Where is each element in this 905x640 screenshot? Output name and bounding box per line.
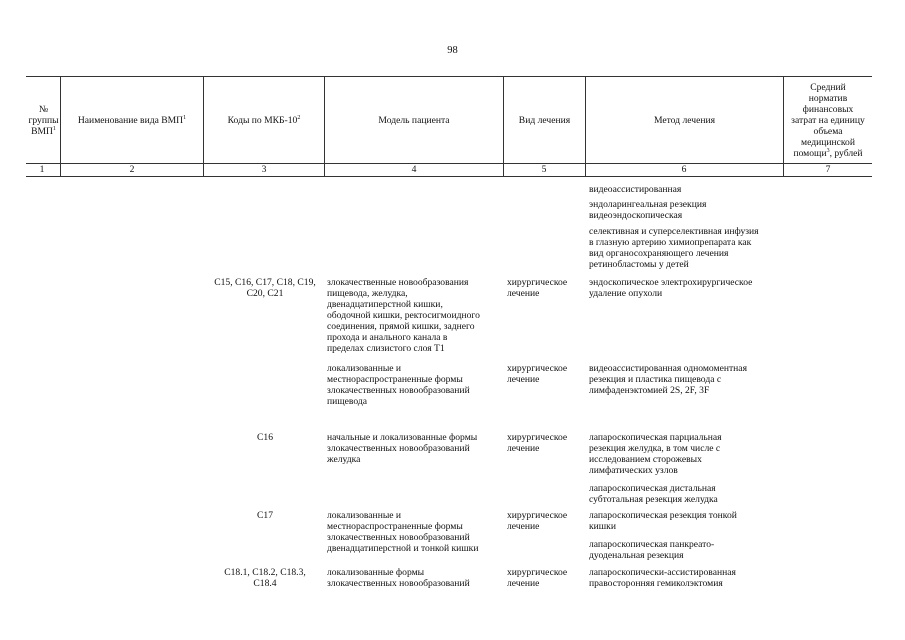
header-patient-model-text: Модель пациента — [378, 114, 450, 126]
treatment-line: хирургическое — [507, 363, 568, 374]
method-cell — [589, 539, 784, 561]
method-line: субтотальная резекция желудка — [589, 494, 718, 505]
model-line: злокачественные новообразования — [327, 277, 469, 288]
method-line: лимфаденэктомией 2S, 2F, 3F — [589, 385, 710, 396]
model-line: злокачественных новообразований — [327, 532, 470, 543]
method-line: видеоассистированная — [589, 184, 682, 195]
method-line: лапароскопически-ассистированная — [589, 567, 736, 578]
method-line: кишки — [589, 521, 616, 532]
method-cell — [589, 483, 784, 505]
header-mkb-codes-text: Коды по МКБ-10 — [227, 114, 298, 126]
model-line: начальные и локализованные формы — [327, 432, 478, 443]
model-line: локализованные и — [327, 363, 402, 374]
treatment-type-cell — [507, 432, 587, 454]
header-vmp-name-text: Наименование вида ВМП — [77, 114, 184, 126]
treatment-line: хирургическое — [507, 510, 568, 521]
method-line: резекция желудка, в том числе с — [589, 443, 721, 454]
method-cell — [589, 184, 784, 195]
method-line: видеоэндоскопическая — [589, 210, 683, 221]
header-cost-line-6: медицинской — [801, 136, 855, 148]
column-number-5: 5 — [541, 164, 547, 175]
column-numbers-bottom-border — [26, 176, 872, 177]
model-line: двенадцатиперстной и тонкой кишки — [327, 543, 479, 554]
treatment-type-cell — [507, 277, 587, 299]
header-cost-line-7b: , рублей — [829, 147, 863, 159]
model-line: пищевода, желудка, — [327, 288, 408, 299]
treatment-line: хирургическое — [507, 567, 568, 578]
model-line: местнораспространенные формы — [327, 521, 463, 532]
footnote-1-mark: 1 — [52, 125, 56, 132]
patient-model-cell — [327, 432, 503, 465]
header-treatment-type — [504, 77, 585, 163]
codes-line: C15, C16, C17, C18, C19, — [214, 277, 316, 288]
method-line: лапароскопическая дистальная — [589, 483, 716, 494]
method-line: правосторонняя гемиколэктомия — [589, 578, 723, 589]
header-cost-standard — [784, 77, 872, 163]
model-line: прохода и анального канала в — [327, 332, 448, 343]
column-number-7: 7 — [825, 164, 831, 175]
method-line: лапароскопическая панкреато- — [589, 539, 715, 550]
method-line: лапароскопическая резекция тонкой — [589, 510, 737, 521]
patient-model-cell — [327, 510, 503, 554]
header-cost-line-3: финансовых — [802, 103, 854, 115]
method-line: видеоассистированная одномоментная — [589, 363, 747, 374]
treatment-type-cell — [507, 363, 587, 385]
codes-line: C18.4 — [253, 578, 277, 589]
model-line: местнораспространенные формы — [327, 374, 463, 385]
model-line: двенадцатиперстной кишки, — [327, 299, 443, 310]
model-line: соединения, прямой кишки, заднего — [327, 321, 475, 332]
mkb-codes-cell — [205, 510, 325, 521]
method-cell — [589, 363, 784, 396]
method-line: резекция и пластика пищевода с — [589, 374, 722, 385]
method-cell — [589, 432, 784, 476]
header-cost-line-1: Средний — [810, 81, 846, 93]
mkb-codes-cell — [205, 432, 325, 443]
mkb-codes-cell — [205, 567, 325, 589]
header-cost-line-7a: помощи — [793, 147, 827, 159]
codes-line: C18.1, C18.2, C18.3, — [224, 567, 306, 578]
header-group-number-line1: № — [38, 103, 49, 115]
treatment-type-cell — [507, 510, 587, 532]
patient-model-cell — [327, 277, 503, 354]
model-line: ободочной кишки, ректосигмоидного — [327, 310, 480, 321]
treatment-line: лечение — [507, 578, 540, 589]
method-line: дуоденальная резекция — [589, 550, 684, 561]
model-line: желудка — [327, 454, 361, 465]
method-line: удаление опухоли — [589, 288, 663, 299]
method-line: селективная и суперселективная инфузия — [589, 226, 759, 237]
model-line: пищевода — [327, 396, 368, 407]
codes-line: C20, C21 — [246, 288, 284, 299]
codes-line: C17 — [257, 510, 273, 521]
footnote-3-mark: 3 — [826, 147, 830, 154]
header-group-number — [27, 77, 60, 163]
model-line: локализованные и — [327, 510, 402, 521]
method-line: исследованием сторожевых — [589, 454, 702, 465]
treatment-line: лечение — [507, 288, 540, 299]
footnote-1-mark: 1 — [183, 114, 187, 121]
column-number-3: 3 — [261, 164, 267, 175]
treatment-type-cell — [507, 567, 587, 589]
method-line: ретинобластомы у детей — [589, 259, 689, 270]
patient-model-cell — [327, 363, 503, 407]
treatment-line: лечение — [507, 521, 540, 532]
model-line: злокачественных новообразований — [327, 578, 470, 589]
header-mkb-codes — [204, 77, 324, 163]
codes-line: C16 — [257, 432, 273, 443]
method-cell — [589, 277, 784, 299]
header-cost-line-2: норматив — [808, 92, 848, 104]
model-line: локализованные формы — [327, 567, 425, 578]
method-line: в глазную артерию химиопрепарата как — [589, 237, 752, 248]
header-cost-line-5: объема — [813, 125, 843, 137]
method-line: эндоларингеальная резекция — [589, 199, 707, 210]
method-line: вид органосохраняющего лечения — [589, 248, 729, 259]
header-vmp-name — [61, 77, 203, 163]
column-number-2: 2 — [129, 164, 135, 175]
method-line: лимфатических узлов — [589, 465, 678, 476]
header-group-number-line2: группы — [28, 114, 59, 126]
column-number-4: 4 — [411, 164, 417, 175]
column-number-1: 1 — [39, 164, 45, 175]
treatment-line: хирургическое — [507, 432, 568, 443]
model-line: пределах слизистого слоя T1 — [327, 343, 445, 354]
header-treatment-method-text: Метод лечения — [653, 114, 716, 126]
treatment-line: хирургическое — [507, 277, 568, 288]
header-patient-model — [325, 77, 503, 163]
treatment-line: лечение — [507, 443, 540, 454]
method-cell — [589, 510, 784, 532]
method-line: лапароскопическая парциальная — [589, 432, 722, 443]
header-bottom-border — [26, 163, 872, 164]
mkb-codes-cell — [205, 277, 325, 299]
footnote-2-mark: 2 — [297, 114, 301, 121]
header-group-number-line3: ВМП — [31, 125, 53, 137]
page-number: 98 — [447, 45, 458, 56]
header-cost-line-4: затрат на единицу — [791, 114, 865, 126]
method-cell — [589, 567, 784, 589]
column-number-6: 6 — [681, 164, 687, 175]
treatment-line: лечение — [507, 374, 540, 385]
model-line: злокачественных новообразований — [327, 385, 470, 396]
method-cell — [589, 199, 784, 221]
method-line: эндоскопическое электрохирургическое — [589, 277, 753, 288]
patient-model-cell — [327, 567, 503, 589]
header-treatment-type-text: Вид лечения — [518, 114, 571, 126]
model-line: злокачественных новообразований — [327, 443, 470, 454]
method-cell — [589, 226, 784, 270]
header-treatment-method — [586, 77, 783, 163]
